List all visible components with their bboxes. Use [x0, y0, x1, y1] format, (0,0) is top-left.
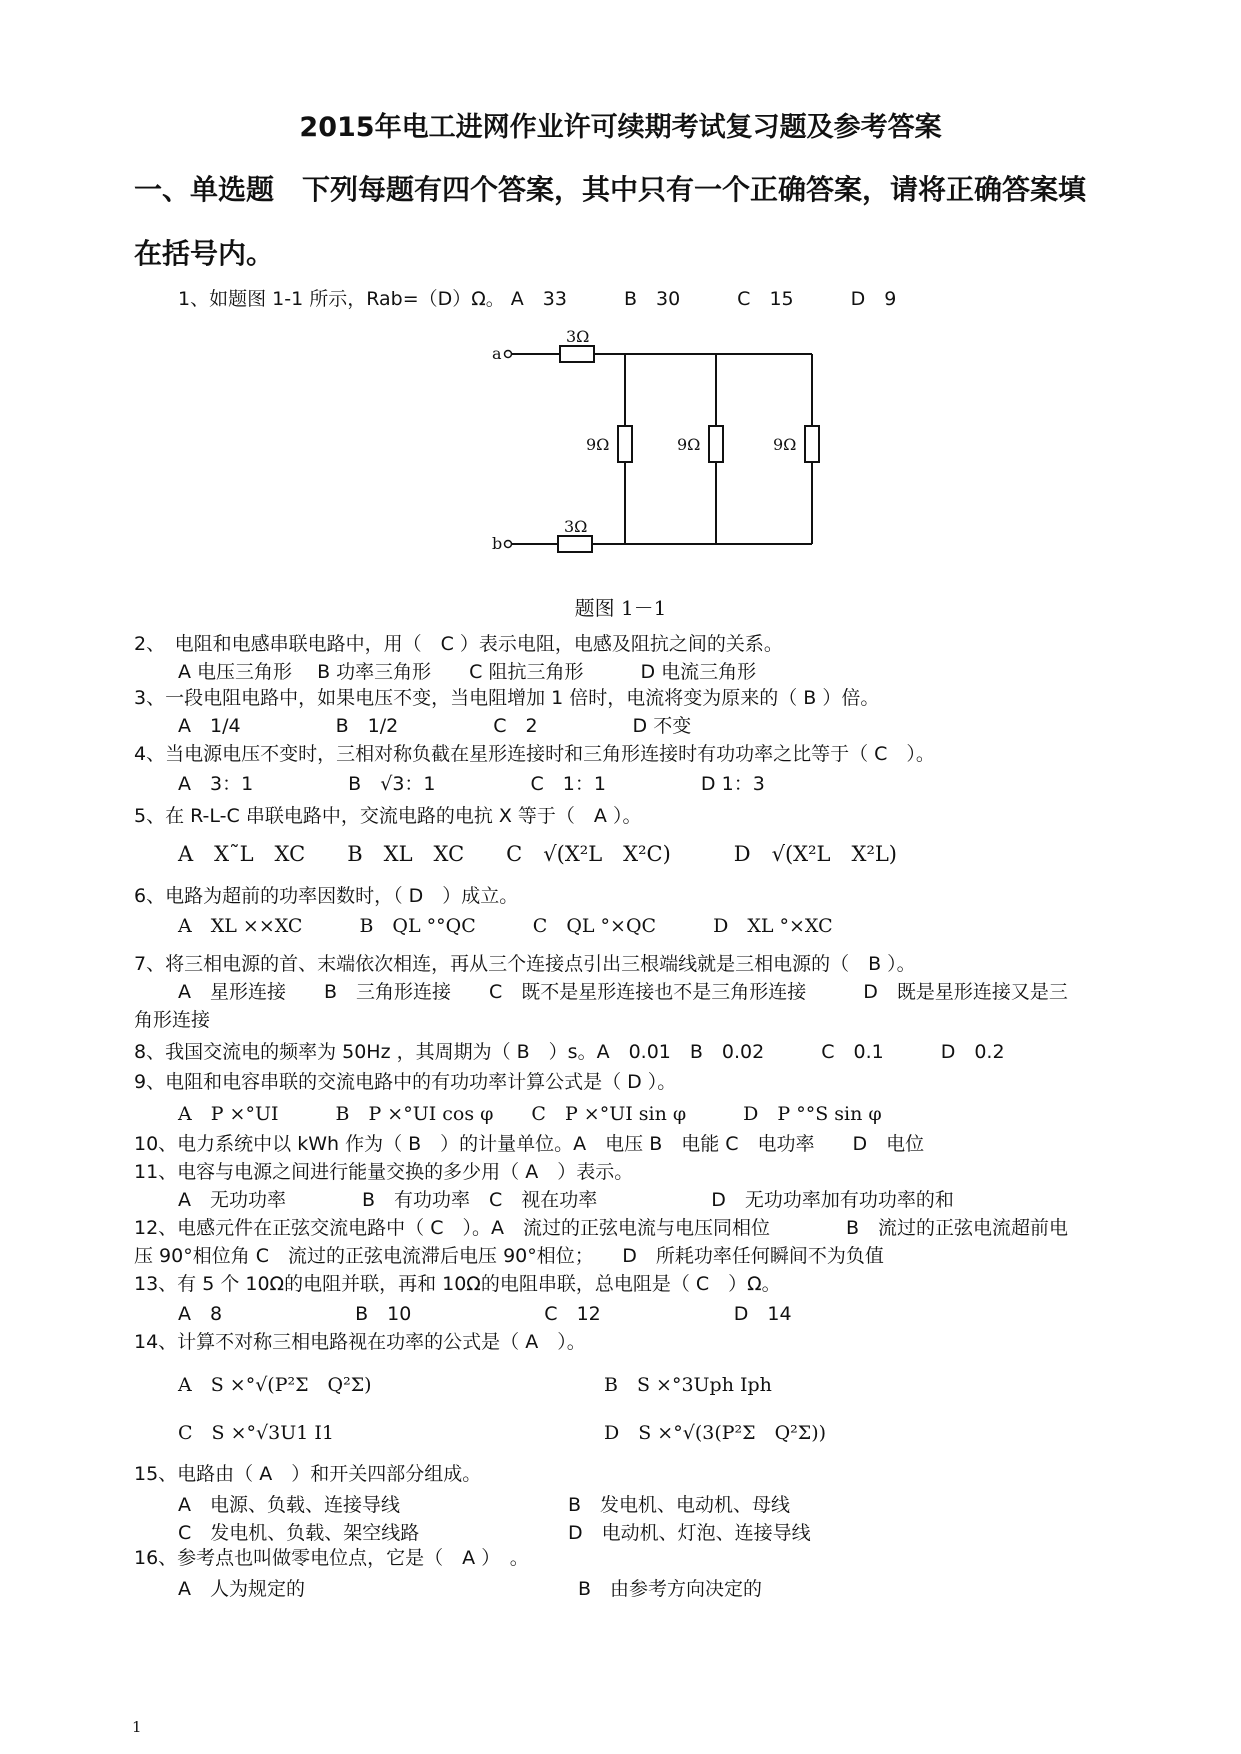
question-16-option-a: A 人为规定的: [178, 1578, 305, 1600]
question-7-continued: 角形连接: [134, 1009, 211, 1031]
question-15-option-c: C 发电机、负载、架空线路: [178, 1522, 420, 1544]
question-7-options: A 星形连接 B 三角形连接 C 既不是星形连接也不是三角形连接 D 既是星形连接又是三: [178, 981, 1068, 1003]
question-5: 5、在 R-L-C 串联电路中，交流电路的电抗 X 等于（ A ）。: [134, 805, 642, 827]
question-2: 2、 电阻和电感串联电路中，用（ C ）表示电阻，电感及阻抗之间的关系。: [134, 633, 783, 655]
resistor-parallel-2-label: 9Ω: [677, 435, 701, 454]
question-9-options: A P ×°UI B P ×°UI cos φ C P ×°UI sin φ D P °°S sin φ: [178, 1103, 882, 1125]
question-10: 10、电力系统中以 kWh 作为（ B ）的计量单位。A 电压 B 电能 C 电功率 D 电位: [134, 1133, 925, 1155]
figure-caption: 题图 1－1: [574, 596, 667, 620]
question-6-options: A XL ××XC B QL °°QC C QL °×QC D XL °×XC: [178, 915, 833, 937]
question-3-options: A 1/4 B 1/2 C 2 D 不变: [178, 715, 692, 737]
question-2-options: A 电压三角形 B 功率三角形 C 阻抗三角形 D 电流三角形: [178, 661, 757, 683]
section-heading-line1: 一、单选题 下列每题有四个答案，其中只有一个正确答案，请将正确答案填: [134, 173, 1087, 206]
question-11: 11、电容与电源之间进行能量交换的多少用（ A ）表示。: [134, 1161, 634, 1183]
resistor-bottom-label: 3Ω: [564, 517, 588, 536]
question-13-options: A 8 B 10 C 12 D 14: [178, 1303, 792, 1325]
question-6: 6、电路为超前的功率因数时，（ D ）成立。: [134, 885, 519, 907]
question-13: 13、有 5 个 10Ω的电阻并联，再和 10Ω的电阻串联，总电阻是（ C ）Ω。: [134, 1273, 781, 1295]
node-a-label: a: [492, 344, 502, 363]
question-14-option-b: B S ×°3Uph Iph: [604, 1374, 772, 1396]
question-1: 1、如题图 1-1 所示，Rab=（D）Ω。 A 33 B 30 C 15 D 9: [178, 288, 897, 310]
question-14: 14、计算不对称三相电路视在功率的公式是（ A ）。: [134, 1331, 586, 1353]
question-15-option-b: B 发电机、电动机、母线: [568, 1494, 791, 1516]
question-5-options: A X˜L XC B XL XC C √(X²L X²C) D √(X²L X²L): [178, 842, 898, 866]
question-15-option-a: A 电源、负载、连接导线: [178, 1494, 400, 1516]
question-15-option-d: D 电动机、灯泡、连接导线: [568, 1522, 811, 1544]
question-16-option-b: B 由参考方向决定的: [578, 1578, 763, 1600]
resistor-parallel-1-label: 9Ω: [586, 435, 610, 454]
question-9: 9、电阻和电容串联的交流电路中的有功功率计算公式是（ D ）。: [134, 1071, 677, 1093]
resistor-top-label: 3Ω: [566, 330, 590, 346]
circuit-diagram: [490, 330, 850, 570]
page-number: 1: [132, 1718, 142, 1736]
question-3: 3、一段电阻电路中，如果电压不变，当电阻增加 1 倍时，电流将变为原来的（ B ）倍。: [134, 687, 880, 709]
document-title: 2015年电工进网作业许可续期考试复习题及参考答案: [299, 112, 942, 143]
question-16: 16、参考点也叫做零电位点，它是（ A ） 。: [134, 1547, 529, 1569]
question-4-options: A 3：1 B √3：1 C 1：1 D 1：3: [178, 773, 765, 795]
section-heading-line2: 在括号内。: [134, 237, 275, 270]
question-14-option-a: A S ×°√(P²Σ Q²Σ): [178, 1374, 372, 1396]
question-12-continued: 压 90°相位角 C 流过的正弦电流滞后电压 90°相位； D 所耗功率任何瞬间不为负值: [134, 1245, 884, 1267]
question-7: 7、将三相电源的首、末端依次相连，再从三个连接点引出三根端线就是三相电源的（ B ）。: [134, 953, 916, 975]
question-12: 12、电感元件在正弦交流电路中（ C ）。A 流过的正弦电流与电压同相位 B 流过的正弦电流超前电: [134, 1217, 1069, 1239]
question-8: 8、我国交流电的频率为 50Hz ，其周期为（ B ）s。A 0.01 B 0.02 C 0.1 D 0.2: [134, 1041, 1005, 1063]
node-b-label: b: [492, 534, 503, 553]
question-4: 4、当电源电压不变时，三相对称负截在星形连接时和三角形连接时有功功率之比等于（ C ）。: [134, 743, 935, 765]
question-14-option-c: C S ×°√3U1 I1: [178, 1422, 334, 1444]
question-11-options: A 无功功率 B 有功功率 C 视在功率 D 无功功率加有功功率的和: [178, 1189, 954, 1211]
question-15: 15、电路由（ A ）和开关四部分组成。: [134, 1463, 482, 1485]
resistor-parallel-3-label: 9Ω: [773, 435, 797, 454]
question-14-option-d: D S ×°√(3(P²Σ Q²Σ)): [604, 1422, 827, 1444]
